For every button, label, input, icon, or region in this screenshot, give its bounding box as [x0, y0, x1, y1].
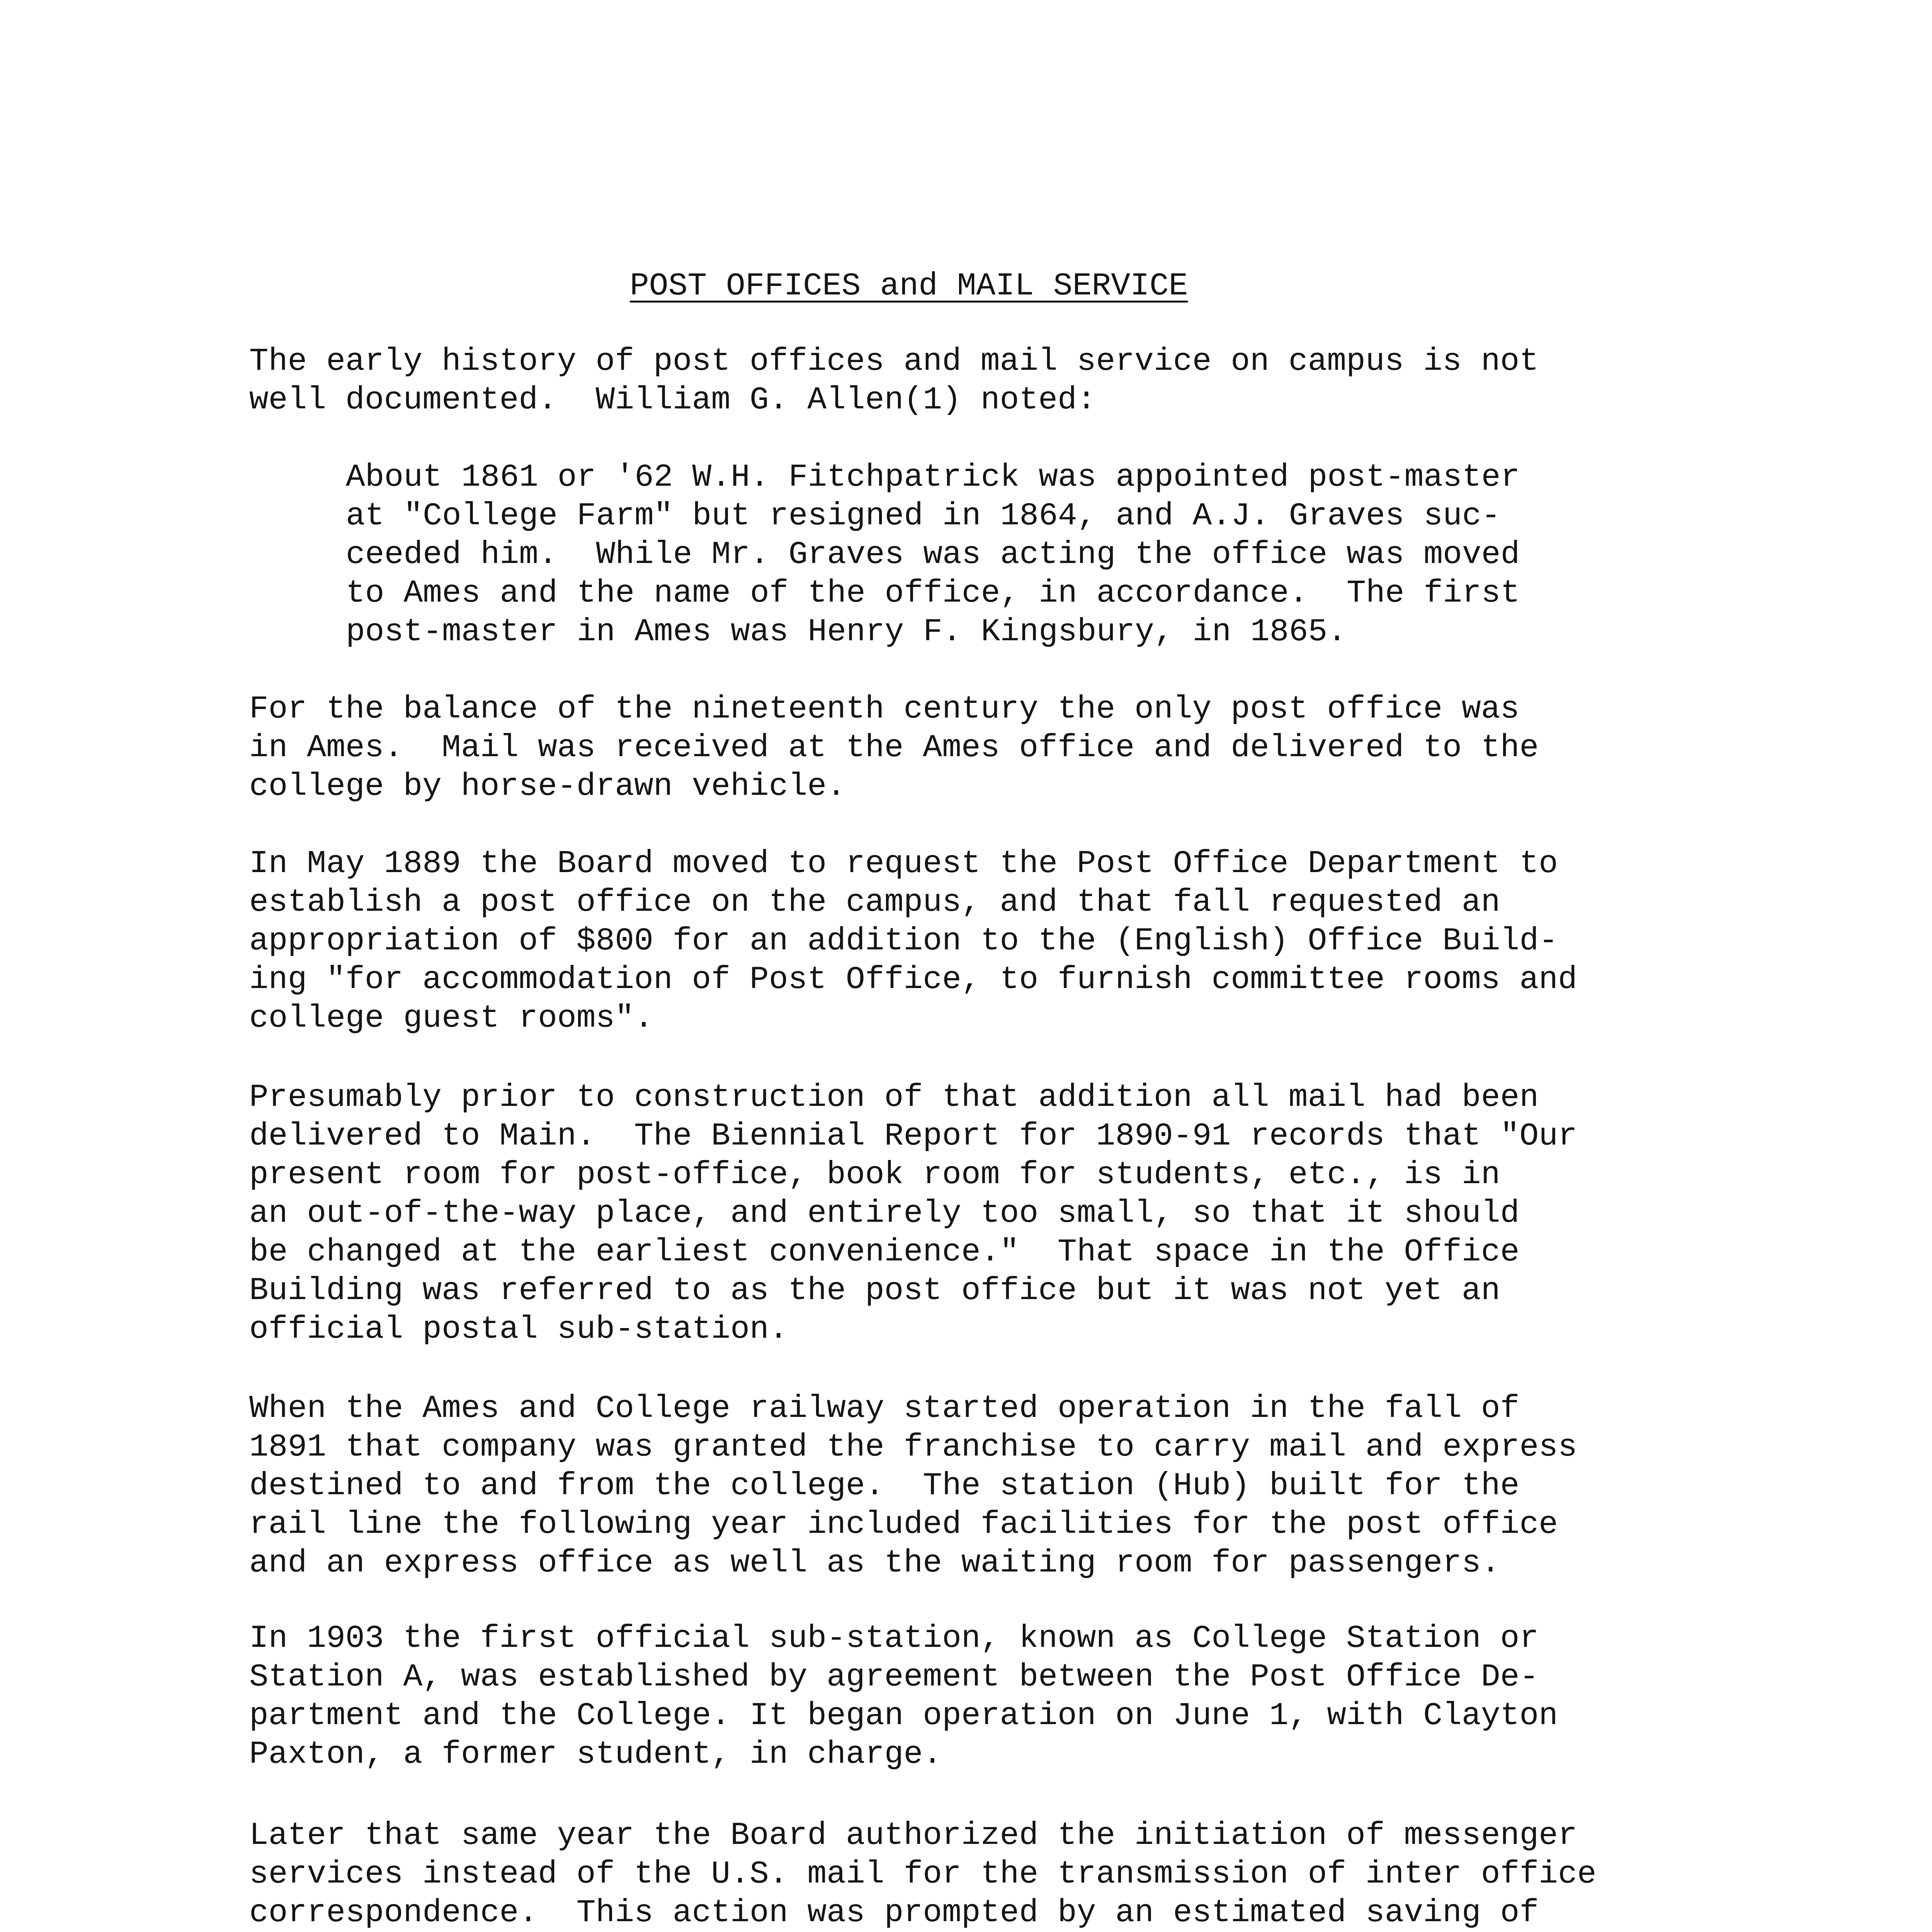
paragraph-messenger-services: Later that same year the Board authorized the initiation of messenger services instead of the U.S. mail for the transmission of inter office correspondence. This action was prompted by an estimated saving of — [249, 1817, 1597, 1931]
paragraph-biennial-report: Presumably prior to construction of that addition all mail had been delivered to Main. The Biennial Report for 1890-91 records that "Our present room for post-office, book room for students, etc., is in an out-of-the-way place, and entirely too small, so that it should be changed at the earliest convenience." That space in the Office Building was referred to as the post office but it was not yet an official postal sub-station. — [249, 1079, 1577, 1347]
block-quote-allen: About 1861 or '62 W.H. Fitchpatrick was appointed post-master at "College Farm" but resigned in 1864, and A.J. Graves suc- ceeded him. While Mr. Graves was acting the office was moved to Ames and the name of the office, in accordance. The first post-master in Ames was Henry F. Kingsbury, in 1865. — [346, 459, 1520, 650]
paragraph-nineteenth-century: For the balance of the nineteenth century the only post office was in Ames. Mail was received at the Ames office and delivered to the college by horse-drawn vehicle. — [249, 691, 1539, 804]
paragraph-railway: When the Ames and College railway started operation in the fall of 1891 that company was granted the franchise to carry mail and express destined to and from the college. The station (Hub) built for the rail line the following year included facilities for the post office and an express office as well as the waiting room for passengers. — [249, 1390, 1577, 1581]
paragraph-intro: The early history of post offices and mail service on campus is not well documented. William G. Allen(1) noted: — [249, 343, 1539, 418]
paragraph-may-1889: In May 1889 the Board moved to request the Post Office Department to establish a post office on the campus, and that fall requested an appropriation of $800 for an addition to the (English) Office Build- ing "for accommodation of Post Office, to furnish committee rooms and college guest rooms". — [249, 845, 1577, 1036]
paragraph-sub-station-1903: In 1903 the first official sub-station, known as College Station or Station A, was established by agreement between the Post Office De- partment and the College. It began operation on June 1, with Clayton Paxton, a former student, in charge. — [249, 1620, 1558, 1772]
page-title: POST OFFICES and MAIL SERVICE — [630, 268, 1188, 304]
